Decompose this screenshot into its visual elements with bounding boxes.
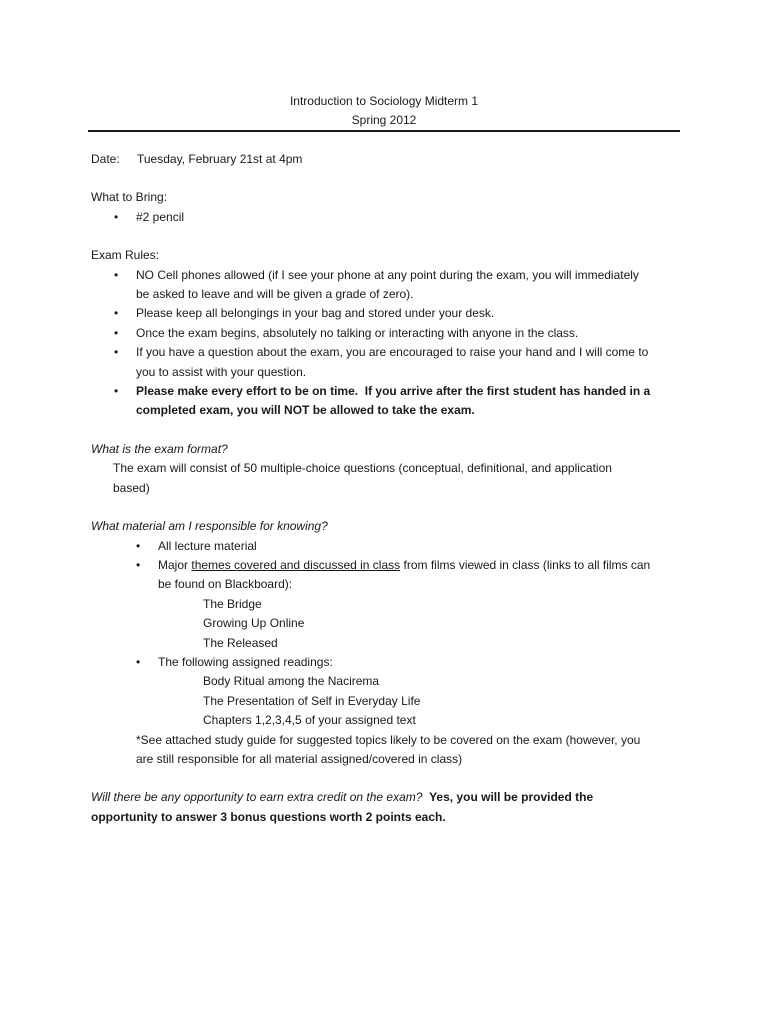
rule-text: If you have a question about the exam, you are encouraged to raise your hand and I will come to [136,345,649,360]
bring-heading: What to Bring: [91,190,168,205]
note-line: are still responsible for all material assigned/covered in class) [136,751,463,766]
reading-title: Body Ritual among the Nacirema [203,674,380,689]
note-line: *See attached study guide for suggested topics likely to be covered on the exam (however, you [136,732,641,747]
material-list [91,537,681,595]
rule-text: NO Cell phones allowed (if I see your phone at any point during the exam, you will immediately [136,267,639,282]
document-term: Spring 2012 [351,113,417,127]
list-item [91,556,681,595]
format-answer-line: The exam will consist of 50 multiple-choice questions (conceptual, definitional, and application [113,461,612,476]
list-item [91,324,681,343]
major-underlined-text: themes covered and discussed in class [191,557,401,572]
readings-list-header [91,653,681,672]
document-header [88,92,680,130]
list-item [91,382,681,421]
rule-text-bold: If you arrive after the first student has handed in a [364,384,651,399]
format-answer-line: based) [113,480,150,495]
rule-text: Please keep all belongings in your bag and stored under your desk. [136,306,495,321]
extra-credit-answer: Yes, you will be provided the [429,790,594,805]
extra-credit-question: Will there be any opportunity to earn extra credit on the exam? [91,790,423,805]
list-item [91,343,681,382]
rule-text: you to assist with your question. [136,364,307,379]
list-item [91,208,681,227]
film-list [91,595,681,653]
list-item [91,537,681,556]
list-item [91,653,681,672]
material-question: What material am I responsible for knowing? [91,519,328,534]
rules-heading: Exam Rules: [91,248,160,263]
bullet-icon: • [114,209,119,224]
rule-text: Once the exam begins, absolutely no talking or interacting with anyone in the class. [136,325,579,340]
bullet-icon: • [114,345,119,360]
bullet-icon: • [136,654,141,669]
reading-list [91,672,681,730]
rule-text: be asked to leave and will be given a grade of zero). [136,287,414,302]
bullet-icon: • [114,384,119,399]
material-item-text: The following assigned readings: [158,654,333,669]
rules-list [91,266,681,421]
major-pre-text: Major [158,557,189,572]
document-title: Introduction to Sociology Midterm 1 [289,94,479,108]
material-item-text: be found on Blackboard): [158,577,293,592]
document-body [91,150,681,827]
bring-list [91,208,681,227]
film-title: The Bridge [203,596,262,611]
bring-item-text: #2 pencil [136,209,185,224]
film-title: Growing Up Online [203,616,305,631]
extra-credit-answer: opportunity to answer 3 bonus questions worth 2 points each. [91,809,446,824]
extra-credit-line [91,788,681,807]
rule-text [136,382,681,401]
list-item [91,304,681,323]
header-rule [88,130,680,132]
study-guide-note [91,731,681,770]
list-item [91,266,681,305]
material-item-text [158,556,681,575]
format-answer [91,459,681,498]
bullet-icon: • [114,267,119,282]
reading-title: Chapters 1,2,3,4,5 of your assigned text [203,713,416,728]
bullet-icon: • [114,306,119,321]
major-post-text: from films viewed in class (links to all films can [403,557,651,572]
rule-text-plain: Please make every effort to be on time. [136,384,359,399]
bullet-icon: • [136,538,141,553]
bullet-icon: • [136,557,141,572]
film-title: The Released [203,635,278,650]
date-line [91,150,681,169]
rule-text-bold: completed exam, you will NOT be allowed to take the exam. [136,403,475,418]
date-value: Tuesday, February 21st at 4pm [137,152,303,166]
material-item-text: All lecture material [158,538,257,553]
date-label: Date: [91,152,120,166]
bullet-icon: • [114,325,119,340]
reading-title: The Presentation of Self in Everyday Life [203,693,421,708]
format-question: What is the exam format? [91,441,228,456]
